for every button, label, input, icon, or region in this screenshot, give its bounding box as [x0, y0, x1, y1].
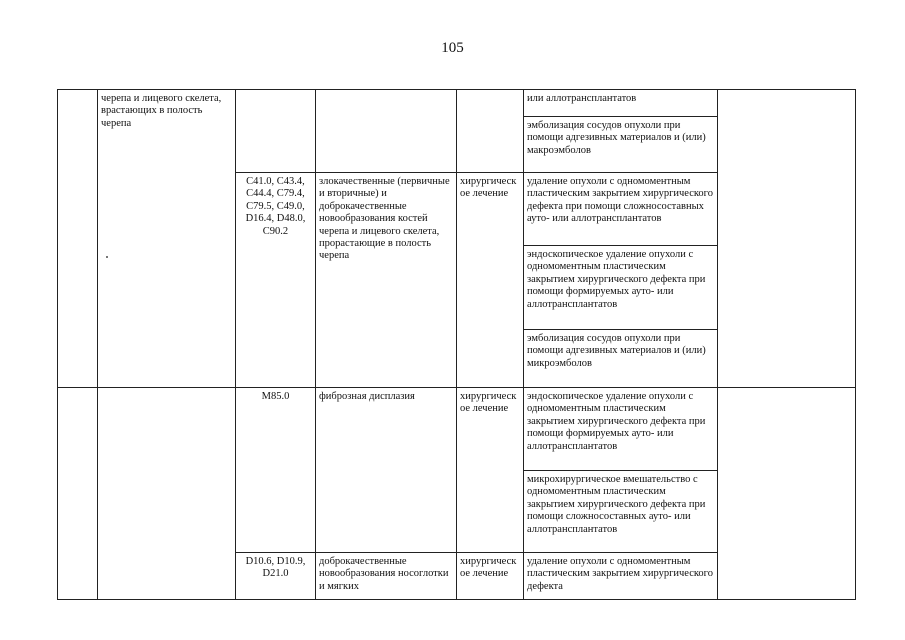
condition-cell: злокачественные (первичные и вторичные) и доброкачественные новообразования костей черепа и лицевого скелета, прорастающие в полость черепа: [316, 173, 457, 388]
treatment-cell: удаление опухоли с одномоментным пластическим закрытием хирургического дефекта при помощи сложносоставных ауто- или аллотрансплантатов: [524, 173, 718, 246]
diagnosis-code-cell: C41.0, C43.4, C44.4, C79.4, C79.5, C49.0, D16.4, D48.0, C90.2: [236, 173, 316, 388]
profile-cell: [98, 388, 236, 600]
table-row: [58, 90, 856, 117]
method-cell: хирургическое лечение: [457, 388, 524, 553]
treatment-cell: эмболизация сосудов опухоли при помощи адгезивных материалов и (или) микроэмболов: [524, 330, 718, 388]
row-number-cell: [58, 388, 98, 600]
method-cell: хирургическое лечение: [457, 553, 524, 600]
treatment-cell: удаление опухоли с одномоментным пластическим закрытием хирургического дефекта: [524, 553, 718, 600]
treatment-cell: эндоскопическое удаление опухоли с одномоментным пластическим закрытием хирургического дефекта при помощи формируемых ауто- или аллотрансплантатов: [524, 388, 718, 471]
treatment-cell: микрохирургическое вмешательство с одномоментным пластическим закрытием хирургического дефекта при помощи сложносоставных ауто- или аллотрансплантатов: [524, 471, 718, 553]
treatment-cell: эндоскопическое удаление опухоли с одномоментным пластическим закрытием хирургического дефекта при помощи формируемых ауто- или аллотрансплантатов: [524, 246, 718, 330]
treatment-cell: эмболизация сосудов опухоли при помощи адгезивных материалов и (или) макроэмболов: [524, 117, 718, 173]
norm-cell: [718, 90, 856, 388]
condition-cell: доброкачественные новообразования носоглотки и мягких: [316, 553, 457, 600]
diagnosis-code-cell: D10.6, D10.9, D21.0: [236, 553, 316, 600]
treatment-cell: или аллотрансплантатов: [524, 90, 718, 117]
profile-cell: черепа и лицевого скелета, врастающих в полость черепа: [98, 90, 236, 388]
diagnosis-code-cell: [236, 90, 316, 173]
norm-cell: [718, 388, 856, 600]
scan-speck: [106, 256, 108, 258]
table-row: [58, 388, 856, 471]
diagnosis-code-cell: M85.0: [236, 388, 316, 553]
medical-procedures-table: [57, 89, 856, 600]
row-number-cell: [58, 90, 98, 388]
method-cell: хирургическое лечение: [457, 173, 524, 388]
page-number: 105: [441, 40, 464, 56]
condition-cell: фиброзная дисплазия: [316, 388, 457, 553]
method-cell: [457, 90, 524, 173]
condition-cell: [316, 90, 457, 173]
